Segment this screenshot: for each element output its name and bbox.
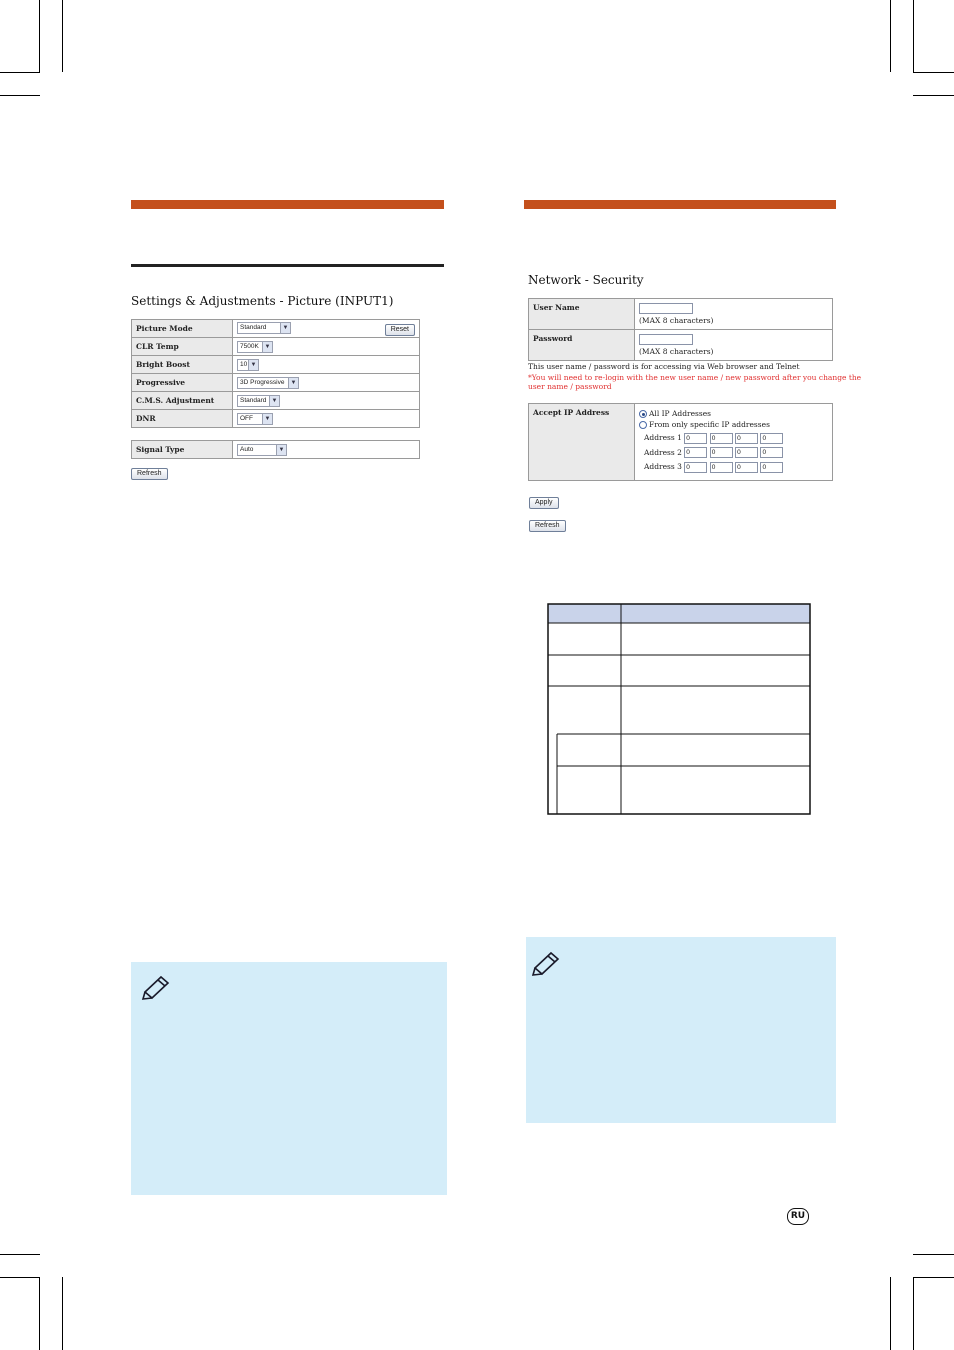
crop-mark bbox=[913, 95, 954, 96]
address-row bbox=[639, 432, 828, 444]
signal-type-label: Signal Type bbox=[132, 441, 233, 459]
clr-temp-label: CLR Temp bbox=[132, 338, 233, 356]
password-label: Password bbox=[529, 330, 635, 361]
cms-adjustment-select[interactable]: Standard ▼ bbox=[237, 395, 280, 407]
heading-rule-left bbox=[131, 264, 444, 267]
crop-mark bbox=[0, 95, 40, 96]
chevron-down-icon: ▼ bbox=[269, 396, 279, 406]
chevron-down-icon: ▼ bbox=[288, 378, 298, 388]
signal-type-select[interactable]: Auto ▼ bbox=[237, 444, 287, 456]
table-row bbox=[529, 299, 833, 330]
crop-mark bbox=[0, 72, 40, 73]
accept-ip-table bbox=[528, 403, 833, 481]
chevron-down-icon: ▼ bbox=[262, 414, 272, 424]
table-header-fill bbox=[548, 604, 810, 623]
cms-adjustment-cell bbox=[233, 392, 420, 410]
radio-icon-selected[interactable] bbox=[639, 410, 647, 418]
crop-mark bbox=[913, 1277, 914, 1350]
address-label: Address 3 bbox=[644, 462, 682, 471]
accept-ip-label: Accept IP Address bbox=[529, 404, 635, 481]
ip-octet-input[interactable]: 0 bbox=[710, 447, 733, 458]
crop-mark bbox=[890, 0, 891, 72]
chevron-down-icon: ▼ bbox=[276, 445, 286, 455]
note-box-scalloped-edge bbox=[131, 958, 447, 964]
bright-boost-select[interactable]: 10 ▼ bbox=[237, 359, 259, 371]
clr-temp-select[interactable]: 7500K ▼ bbox=[237, 341, 273, 353]
specific-ip-option-label: From only specific IP addresses bbox=[649, 420, 770, 429]
ip-octet-input[interactable]: 0 bbox=[710, 433, 733, 444]
specific-ip-option[interactable] bbox=[639, 419, 828, 430]
crop-mark bbox=[0, 1277, 40, 1278]
picture-mode-select[interactable]: Standard ▼ bbox=[237, 322, 291, 334]
ip-octet-input[interactable]: 0 bbox=[735, 433, 758, 444]
refresh-button-right[interactable]: Refresh bbox=[529, 520, 566, 532]
ip-octet-input[interactable]: 0 bbox=[710, 462, 733, 473]
apply-button[interactable]: Apply bbox=[529, 497, 559, 509]
crop-mark bbox=[39, 1277, 40, 1350]
crop-mark bbox=[913, 0, 914, 72]
ip-octet-input[interactable]: 0 bbox=[735, 462, 758, 473]
crop-mark bbox=[39, 0, 40, 72]
table-row bbox=[132, 338, 420, 356]
ip-octet-input[interactable]: 0 bbox=[760, 447, 783, 458]
note-box-left bbox=[131, 962, 447, 1195]
reset-button[interactable]: Reset bbox=[385, 324, 415, 336]
table-row bbox=[132, 410, 420, 428]
user-name-cell bbox=[635, 299, 833, 330]
dnr-cell bbox=[233, 410, 420, 428]
crop-mark bbox=[913, 1277, 954, 1278]
crop-mark bbox=[62, 0, 63, 72]
user-name-hint: (MAX 8 characters) bbox=[639, 316, 714, 325]
crop-mark bbox=[913, 1254, 954, 1255]
language-badge: RU bbox=[787, 1208, 809, 1225]
radio-icon[interactable] bbox=[639, 421, 647, 429]
ip-octet-input[interactable]: 0 bbox=[684, 462, 707, 473]
reference-table bbox=[547, 603, 812, 816]
crop-mark bbox=[62, 1277, 63, 1350]
picture-mode-label: Picture Mode bbox=[132, 320, 233, 338]
chevron-down-icon: ▼ bbox=[280, 323, 290, 333]
signal-type-cell bbox=[233, 441, 420, 459]
address-label: Address 2 bbox=[644, 447, 682, 457]
pencil-icon bbox=[531, 948, 563, 976]
ip-octet-input[interactable]: 0 bbox=[684, 447, 707, 458]
password-cell bbox=[635, 330, 833, 361]
table-row bbox=[132, 374, 420, 392]
all-ip-option-label: All IP Addresses bbox=[649, 409, 712, 418]
table-row bbox=[132, 441, 420, 459]
left-panel-title: Settings & Adjustments - Picture (INPUT1) bbox=[131, 294, 394, 308]
all-ip-option[interactable] bbox=[639, 408, 828, 419]
crop-mark bbox=[890, 1277, 891, 1350]
section-bar-right bbox=[524, 200, 836, 209]
table-row bbox=[529, 404, 833, 481]
right-panel-title: Network - Security bbox=[528, 273, 644, 287]
dnr-label: DNR bbox=[132, 410, 233, 428]
table-row bbox=[132, 320, 420, 338]
table-border bbox=[548, 604, 810, 814]
ip-octet-input[interactable]: 0 bbox=[735, 447, 758, 458]
address-row bbox=[639, 447, 828, 459]
ip-octet-input[interactable]: 0 bbox=[760, 433, 783, 444]
password-hint: (MAX 8 characters) bbox=[639, 347, 714, 356]
cms-adjustment-label: C.M.S. Adjustment bbox=[132, 392, 233, 410]
table-row bbox=[529, 330, 833, 361]
credentials-info-text: This user name / password is for accessing via Web browser and Telnet bbox=[528, 362, 800, 371]
dnr-select[interactable]: OFF ▼ bbox=[237, 413, 273, 425]
address-row bbox=[639, 461, 828, 473]
refresh-button-left[interactable]: Refresh bbox=[131, 468, 168, 480]
table-row bbox=[132, 356, 420, 374]
picture-mode-cell bbox=[233, 320, 420, 338]
user-name-input[interactable] bbox=[639, 303, 693, 314]
relogin-warning-text-2: user name / password bbox=[528, 382, 612, 391]
table-row bbox=[132, 392, 420, 410]
signal-type-table bbox=[131, 440, 420, 459]
accept-ip-cell bbox=[635, 404, 833, 481]
bright-boost-label: Bright Boost bbox=[132, 356, 233, 374]
bright-boost-cell bbox=[233, 356, 420, 374]
address-label: Address 1 bbox=[644, 433, 682, 442]
pencil-icon bbox=[141, 972, 173, 1000]
crop-mark bbox=[0, 1254, 40, 1255]
password-input[interactable] bbox=[639, 334, 693, 345]
chevron-down-icon: ▼ bbox=[262, 342, 272, 352]
user-name-label: User Name bbox=[529, 299, 635, 330]
progressive-cell bbox=[233, 374, 420, 392]
relogin-warning-text-1: *You will need to re-login with the new user name / new password after you change the bbox=[528, 373, 862, 382]
progressive-select[interactable]: 3D Progressive ▼ bbox=[237, 377, 299, 389]
ip-octet-input[interactable]: 0 bbox=[760, 462, 783, 473]
note-box-scalloped-edge bbox=[526, 933, 836, 939]
ip-octet-input[interactable]: 0 bbox=[684, 433, 707, 444]
progressive-label: Progressive bbox=[132, 374, 233, 392]
crop-mark bbox=[913, 72, 954, 73]
clr-temp-cell bbox=[233, 338, 420, 356]
section-bar-left bbox=[131, 200, 444, 209]
picture-settings-table bbox=[131, 319, 420, 428]
chevron-down-icon: ▼ bbox=[248, 360, 258, 370]
credentials-table bbox=[528, 298, 833, 361]
note-box-right bbox=[526, 937, 836, 1123]
